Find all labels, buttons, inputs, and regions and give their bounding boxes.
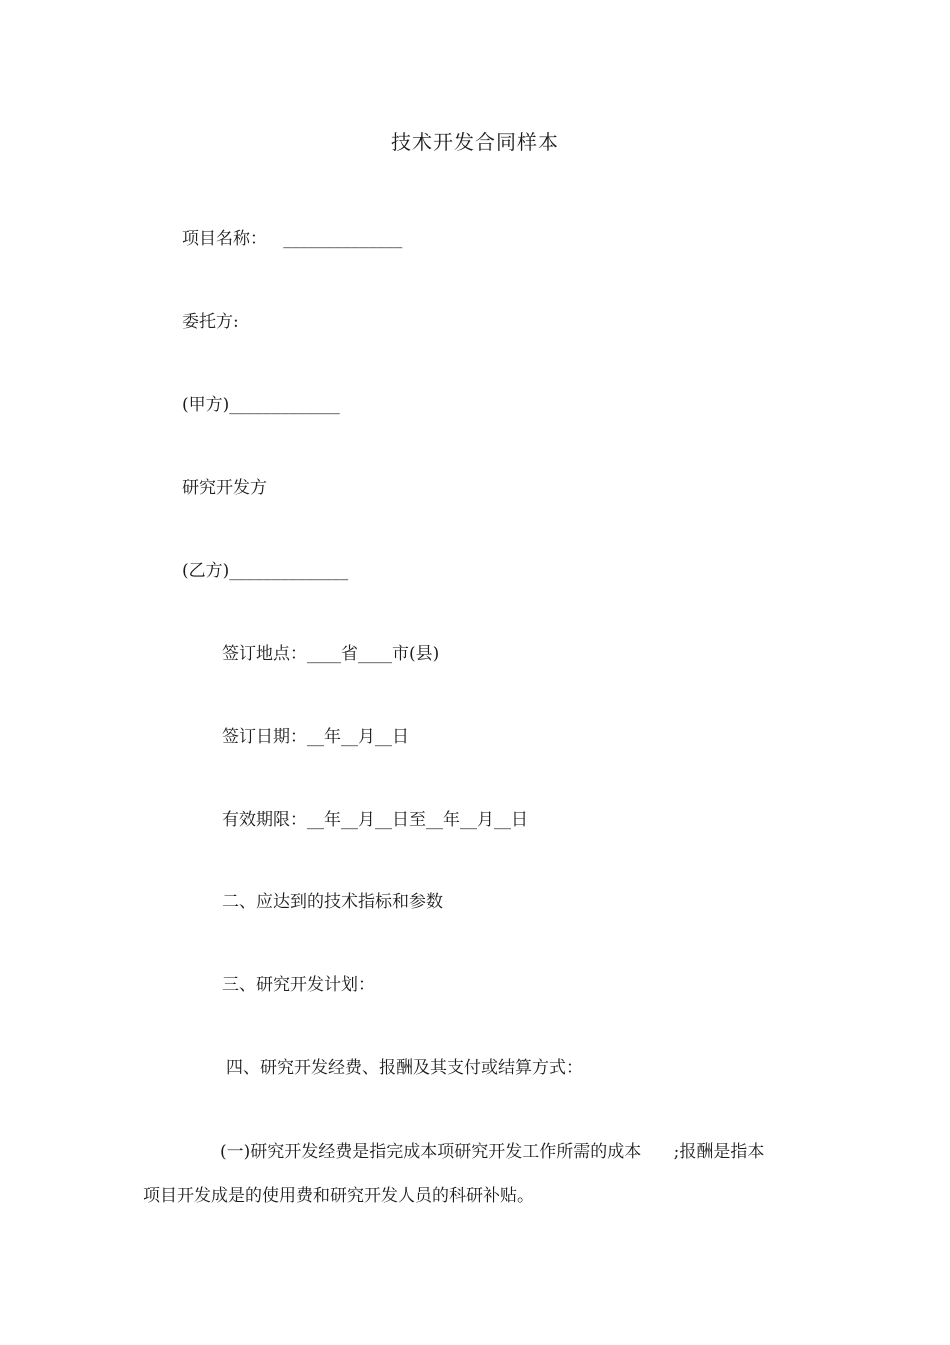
document-title: 技术开发合同样本: [391, 130, 559, 154]
section-4-heading: 四、研究开发经费、报酬及其支付或结算方式：: [226, 1058, 583, 1078]
section-2-heading: 二、应达到的技术指标和参数: [222, 892, 443, 912]
party-a-line: (甲方)_____________: [182, 395, 340, 415]
party-b-line: (乙方)______________: [182, 561, 349, 581]
section-3-heading: 三、研究开发计划：: [222, 975, 375, 995]
project-name-line: 项目名称： ______________: [182, 229, 403, 249]
paragraph-1-line-2: 项目开发成是的使用费和研究开发人员的科研补贴。: [143, 1186, 534, 1206]
signing-date-line: 签订日期：__年__月__日: [222, 727, 409, 747]
validity-line: 有效期限：__年__月__日至__年__月__日: [222, 810, 528, 830]
client-label: 委托方:: [182, 312, 239, 332]
paragraph-1-line-1: (一)研究开发经费是指完成本项研究开发工作所需的成本 ;报酬是指本: [220, 1142, 765, 1162]
signing-place-line: 签订地点：____省____市(县): [222, 644, 440, 664]
developer-label: 研究开发方: [182, 478, 267, 498]
